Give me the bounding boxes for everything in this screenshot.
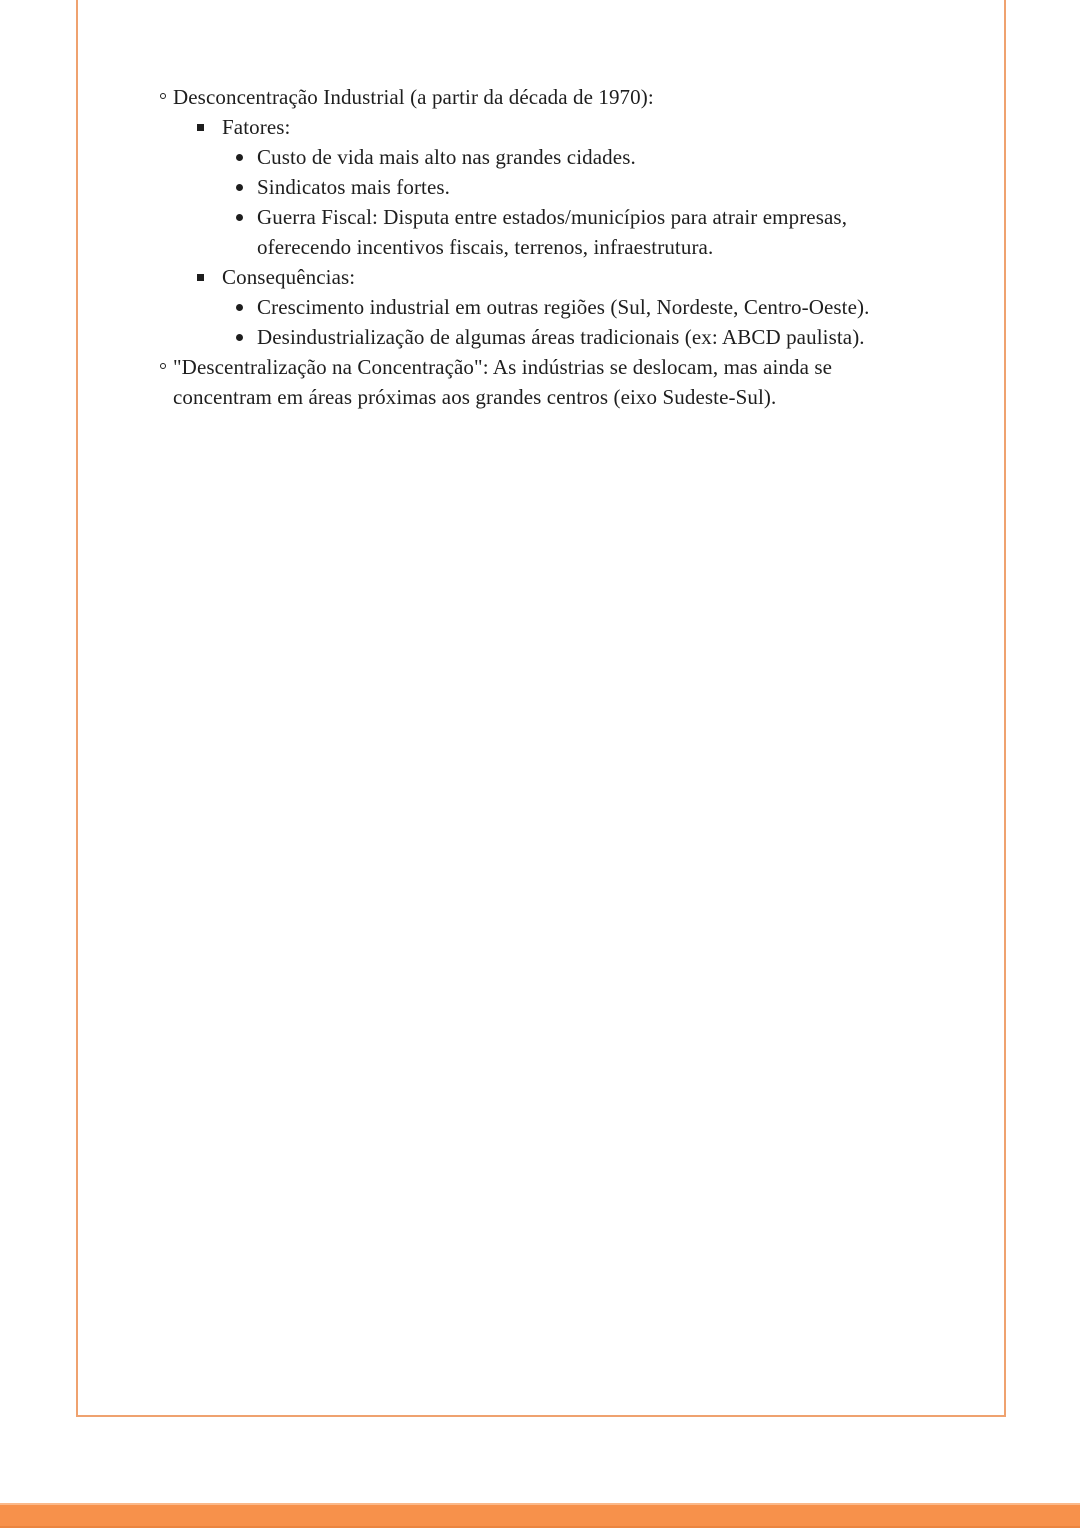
list-item-text xyxy=(257,202,847,262)
list-item-custo-de-vida xyxy=(236,142,1080,172)
list-line: Sindicatos mais fortes. xyxy=(257,175,451,199)
list-item-text xyxy=(222,112,290,142)
list-item-sindicatos xyxy=(236,172,1080,202)
square-bullet-icon xyxy=(197,274,204,281)
footer-accent-bar xyxy=(0,1503,1080,1528)
list-line: Fatores: xyxy=(222,115,291,139)
disc-bullet-icon xyxy=(236,214,243,221)
disc-bullet-icon xyxy=(236,184,243,191)
list-line: Desindustrialização de algumas áreas tradicionais (ex: ABCD paulista). xyxy=(257,325,865,349)
list-item-consequencias xyxy=(197,262,1080,292)
list-item-text xyxy=(257,322,865,352)
circle-bullet-icon xyxy=(160,363,166,369)
list-item-guerra-fiscal xyxy=(236,202,1080,262)
list-item-descentralizacao-na-concentracao xyxy=(160,352,1080,412)
square-bullet-icon xyxy=(197,124,204,131)
list-item-text xyxy=(222,262,355,292)
list-item-text xyxy=(173,352,832,412)
list-item-desindustrializacao xyxy=(236,322,1080,352)
list-line: Consequências: xyxy=(222,265,356,289)
disc-bullet-icon xyxy=(236,154,243,161)
list-line: "Descentralização na Concentração": As indústrias se deslocam, mas ainda se xyxy=(173,355,833,379)
list-item-crescimento-industrial xyxy=(236,292,1080,322)
list-item-text xyxy=(257,142,636,172)
list-line: Guerra Fiscal: Disputa entre estados/municípios para atrair empresas, xyxy=(257,205,848,229)
list-item-text xyxy=(257,172,450,202)
list-item-text xyxy=(173,82,654,112)
circle-bullet-icon xyxy=(160,93,166,99)
list-item-text xyxy=(257,292,869,322)
disc-bullet-icon xyxy=(236,304,243,311)
list-line: oferecendo incentivos fiscais, terrenos, infraestrutura. xyxy=(257,235,714,259)
list-line: Custo de vida mais alto nas grandes cidades. xyxy=(257,145,636,169)
notes-list xyxy=(0,82,1080,412)
list-line: concentram em áreas próximas aos grandes centros (eixo Sudeste-Sul). xyxy=(173,385,777,409)
list-line: Crescimento industrial em outras regiões (Sul, Nordeste, Centro-Oeste). xyxy=(257,295,870,319)
list-line: Desconcentração Industrial (a partir da década de 1970): xyxy=(173,85,654,109)
list-item-desconcentracao-industrial xyxy=(160,82,1080,112)
disc-bullet-icon xyxy=(236,334,243,341)
list-item-fatores xyxy=(197,112,1080,142)
